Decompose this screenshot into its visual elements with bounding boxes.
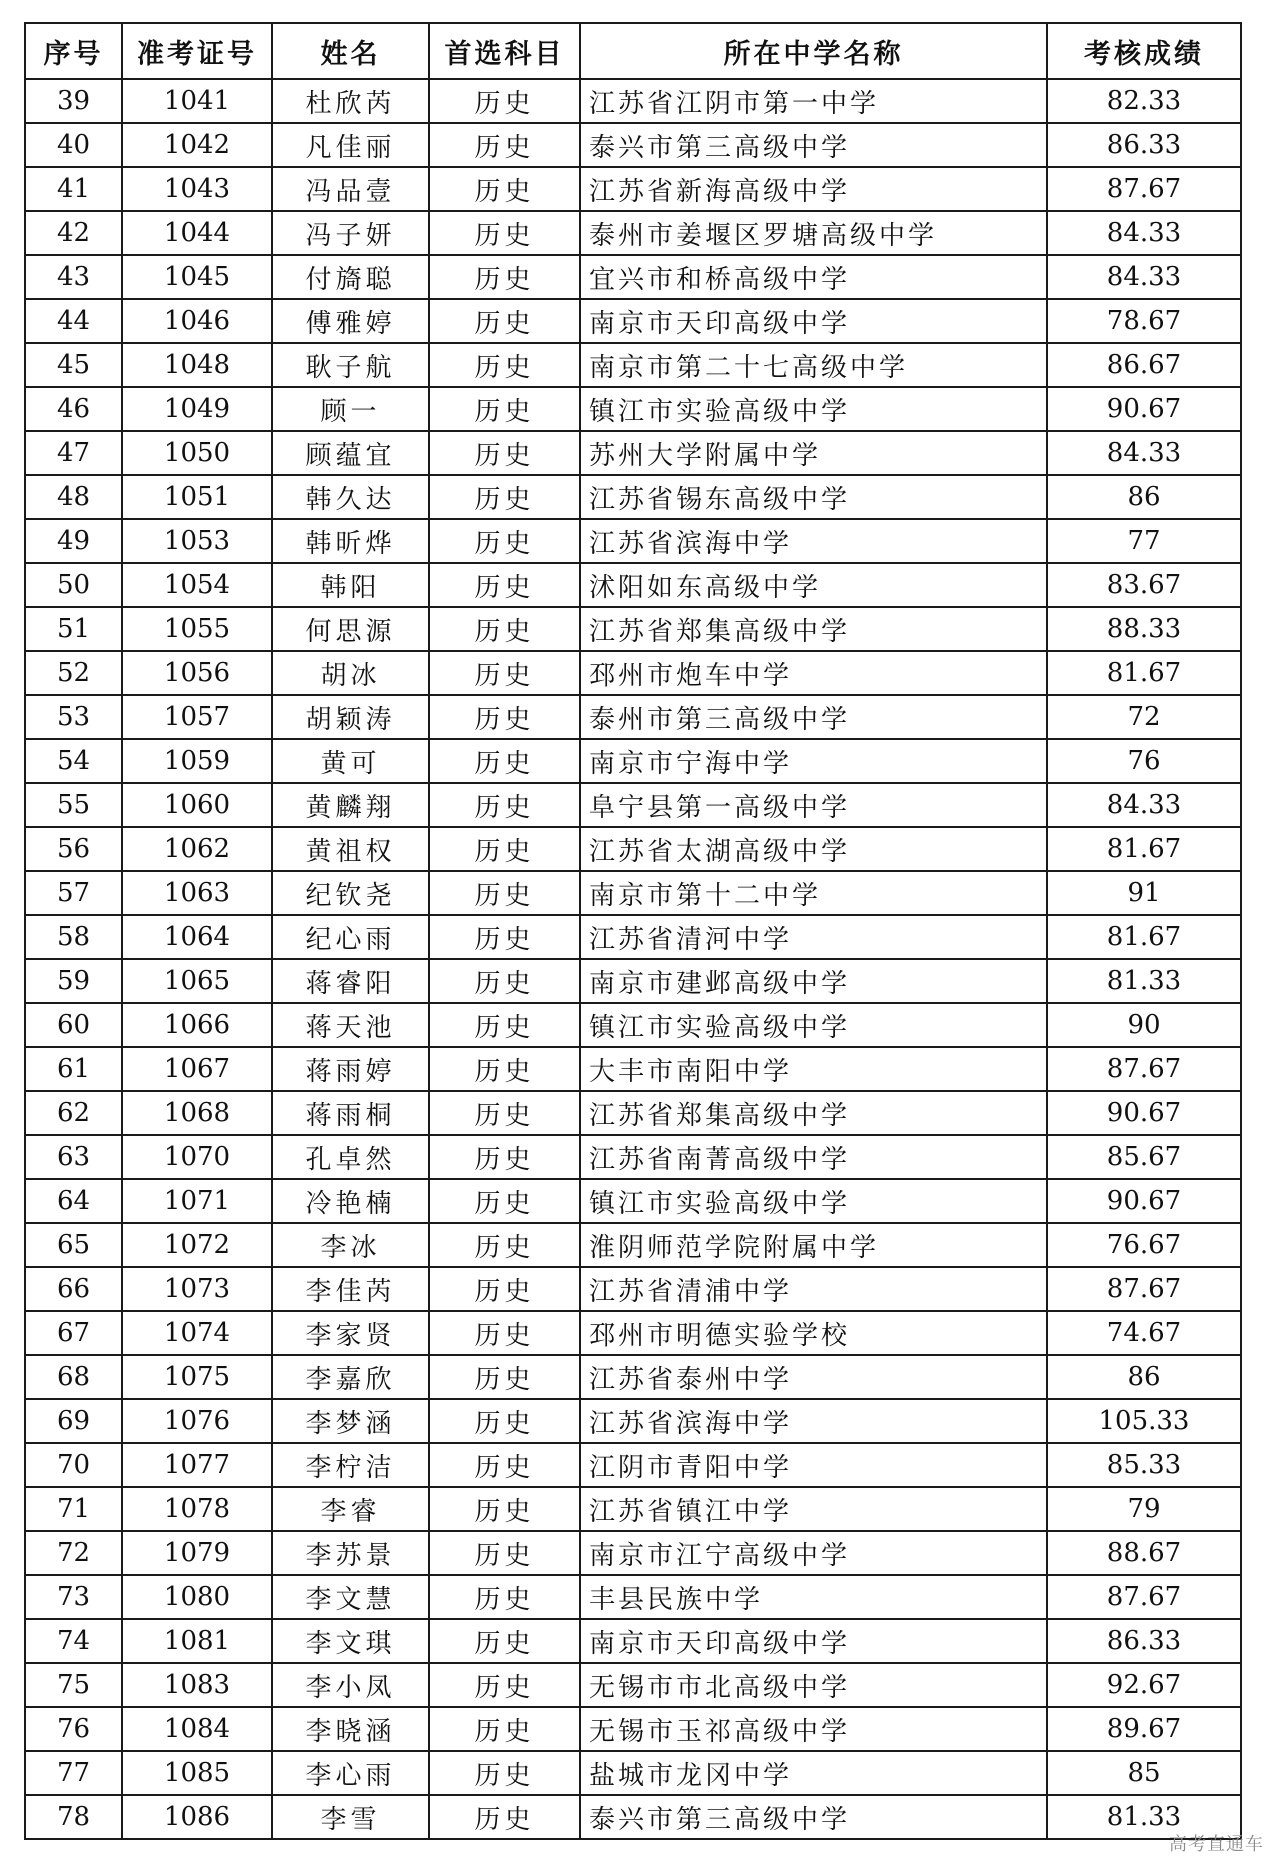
table-row — [25, 167, 1241, 211]
cell-index: 45 — [25, 343, 122, 387]
cell-index: 58 — [25, 915, 122, 959]
cell-school: 江苏省锡东高级中学 — [580, 475, 1047, 519]
cell-subject: 历史 — [429, 563, 580, 607]
table-row — [25, 1575, 1241, 1619]
cell-score: 83.67 — [1047, 563, 1241, 607]
cell-school: 淮阴师范学院附属中学 — [580, 1223, 1047, 1267]
header-subject: 首选科目 — [429, 23, 580, 79]
cell-name: 顾一 — [272, 387, 429, 431]
cell-index: 75 — [25, 1663, 122, 1707]
cell-score: 84.33 — [1047, 431, 1241, 475]
cell-subject: 历史 — [429, 1003, 580, 1047]
cell-score: 74.67 — [1047, 1311, 1241, 1355]
header-name: 姓名 — [272, 23, 429, 79]
cell-score: 81.33 — [1047, 959, 1241, 1003]
cell-school: 苏州大学附属中学 — [580, 431, 1047, 475]
cell-school: 江苏省郑集高级中学 — [580, 1091, 1047, 1135]
cell-school: 大丰市南阳中学 — [580, 1047, 1047, 1091]
cell-school: 南京市天印高级中学 — [580, 1619, 1047, 1663]
cell-exam-id: 1065 — [122, 959, 272, 1003]
cell-exam-id: 1079 — [122, 1531, 272, 1575]
cell-score: 90.67 — [1047, 1091, 1241, 1135]
cell-score: 81.67 — [1047, 915, 1241, 959]
cell-index: 69 — [25, 1399, 122, 1443]
cell-school: 江苏省镇江中学 — [580, 1487, 1047, 1531]
cell-school: 江苏省郑集高级中学 — [580, 607, 1047, 651]
table-row — [25, 1707, 1241, 1751]
cell-score: 81.67 — [1047, 651, 1241, 695]
cell-name: 李冰 — [272, 1223, 429, 1267]
cell-index: 40 — [25, 123, 122, 167]
cell-school: 南京市建邺高级中学 — [580, 959, 1047, 1003]
cell-subject: 历史 — [429, 167, 580, 211]
cell-subject: 历史 — [429, 1267, 580, 1311]
table-row — [25, 1663, 1241, 1707]
cell-subject: 历史 — [429, 387, 580, 431]
cell-exam-id: 1085 — [122, 1751, 272, 1795]
cell-score: 88.33 — [1047, 607, 1241, 651]
cell-subject: 历史 — [429, 1619, 580, 1663]
table-row — [25, 1091, 1241, 1135]
cell-exam-id: 1078 — [122, 1487, 272, 1531]
cell-name: 韩久达 — [272, 475, 429, 519]
cell-name: 韩阳 — [272, 563, 429, 607]
table-row — [25, 1179, 1241, 1223]
cell-score: 84.33 — [1047, 211, 1241, 255]
cell-exam-id: 1055 — [122, 607, 272, 651]
cell-school: 丰县民族中学 — [580, 1575, 1047, 1619]
cell-subject: 历史 — [429, 915, 580, 959]
cell-subject: 历史 — [429, 1091, 580, 1135]
cell-index: 41 — [25, 167, 122, 211]
cell-name: 李晓涵 — [272, 1707, 429, 1751]
cell-exam-id: 1062 — [122, 827, 272, 871]
cell-score: 86.33 — [1047, 1619, 1241, 1663]
cell-exam-id: 1080 — [122, 1575, 272, 1619]
cell-exam-id: 1073 — [122, 1267, 272, 1311]
cell-subject: 历史 — [429, 739, 580, 783]
cell-school: 盐城市龙冈中学 — [580, 1751, 1047, 1795]
cell-score: 81.67 — [1047, 827, 1241, 871]
cell-name: 李佳芮 — [272, 1267, 429, 1311]
cell-index: 39 — [25, 79, 122, 123]
cell-school: 江苏省滨海中学 — [580, 1399, 1047, 1443]
cell-score: 90.67 — [1047, 387, 1241, 431]
cell-school: 泰州市姜堰区罗塘高级中学 — [580, 211, 1047, 255]
watermark: 高考直通车 — [1169, 1834, 1264, 1855]
table-row — [25, 475, 1241, 519]
table-row — [25, 1047, 1241, 1091]
cell-exam-id: 1059 — [122, 739, 272, 783]
cell-school: 南京市天印高级中学 — [580, 299, 1047, 343]
cell-index: 52 — [25, 651, 122, 695]
table-row — [25, 1003, 1241, 1047]
results-table — [24, 22, 1242, 1840]
cell-subject: 历史 — [429, 1707, 580, 1751]
table-row — [25, 123, 1241, 167]
cell-exam-id: 1072 — [122, 1223, 272, 1267]
cell-school: 泰兴市第三高级中学 — [580, 1795, 1047, 1839]
cell-score: 86.67 — [1047, 343, 1241, 387]
header-exam-id: 准考证号 — [122, 23, 272, 79]
cell-subject: 历史 — [429, 1443, 580, 1487]
cell-school: 江苏省滨海中学 — [580, 519, 1047, 563]
cell-school: 江苏省清河中学 — [580, 915, 1047, 959]
cell-index: 57 — [25, 871, 122, 915]
cell-score: 90 — [1047, 1003, 1241, 1047]
cell-subject: 历史 — [429, 255, 580, 299]
cell-subject: 历史 — [429, 607, 580, 651]
cell-name: 李雪 — [272, 1795, 429, 1839]
cell-name: 杜欣芮 — [272, 79, 429, 123]
cell-name: 顾蕴宜 — [272, 431, 429, 475]
cell-index: 78 — [25, 1795, 122, 1839]
cell-score: 85.67 — [1047, 1135, 1241, 1179]
cell-school: 江苏省南菁高级中学 — [580, 1135, 1047, 1179]
header-school: 所在中学名称 — [580, 23, 1047, 79]
cell-score: 72 — [1047, 695, 1241, 739]
cell-name: 李苏景 — [272, 1531, 429, 1575]
cell-exam-id: 1056 — [122, 651, 272, 695]
cell-exam-id: 1083 — [122, 1663, 272, 1707]
cell-index: 67 — [25, 1311, 122, 1355]
cell-name: 何思源 — [272, 607, 429, 651]
cell-subject: 历史 — [429, 1487, 580, 1531]
table-row — [25, 1751, 1241, 1795]
cell-school: 宜兴市和桥高级中学 — [580, 255, 1047, 299]
cell-score: 87.67 — [1047, 1575, 1241, 1619]
cell-subject: 历史 — [429, 827, 580, 871]
table-row — [25, 79, 1241, 123]
cell-score: 81.33 — [1047, 1795, 1241, 1839]
cell-school: 邳州市炮车中学 — [580, 651, 1047, 695]
cell-index: 74 — [25, 1619, 122, 1663]
table-row — [25, 1355, 1241, 1399]
cell-name: 胡冰 — [272, 651, 429, 695]
table-row — [25, 739, 1241, 783]
cell-subject: 历史 — [429, 519, 580, 563]
cell-name: 李文琪 — [272, 1619, 429, 1663]
table-row — [25, 299, 1241, 343]
cell-name: 黄麟翔 — [272, 783, 429, 827]
cell-exam-id: 1077 — [122, 1443, 272, 1487]
cell-exam-id: 1060 — [122, 783, 272, 827]
cell-exam-id: 1048 — [122, 343, 272, 387]
cell-name: 蒋天池 — [272, 1003, 429, 1047]
cell-index: 42 — [25, 211, 122, 255]
cell-school: 镇江市实验高级中学 — [580, 387, 1047, 431]
table-row — [25, 1487, 1241, 1531]
cell-school: 江苏省新海高级中学 — [580, 167, 1047, 211]
table-row — [25, 1399, 1241, 1443]
cell-exam-id: 1081 — [122, 1619, 272, 1663]
cell-score: 85 — [1047, 1751, 1241, 1795]
cell-index: 43 — [25, 255, 122, 299]
cell-name: 黄可 — [272, 739, 429, 783]
cell-score: 90.67 — [1047, 1179, 1241, 1223]
table-row — [25, 387, 1241, 431]
cell-school: 泰兴市第三高级中学 — [580, 123, 1047, 167]
cell-subject: 历史 — [429, 475, 580, 519]
table-row — [25, 871, 1241, 915]
cell-subject: 历史 — [429, 343, 580, 387]
cell-exam-id: 1084 — [122, 1707, 272, 1751]
cell-subject: 历史 — [429, 871, 580, 915]
cell-school: 江阴市青阳中学 — [580, 1443, 1047, 1487]
cell-exam-id: 1068 — [122, 1091, 272, 1135]
table-row — [25, 959, 1241, 1003]
cell-school: 南京市江宁高级中学 — [580, 1531, 1047, 1575]
cell-subject: 历史 — [429, 1355, 580, 1399]
cell-exam-id: 1045 — [122, 255, 272, 299]
cell-school: 无锡市市北高级中学 — [580, 1663, 1047, 1707]
cell-subject: 历史 — [429, 695, 580, 739]
cell-name: 蒋睿阳 — [272, 959, 429, 1003]
table-row — [25, 343, 1241, 387]
cell-subject: 历史 — [429, 1751, 580, 1795]
table-row — [25, 1267, 1241, 1311]
cell-name: 蒋雨桐 — [272, 1091, 429, 1135]
cell-name: 李小凤 — [272, 1663, 429, 1707]
cell-school: 江苏省江阴市第一中学 — [580, 79, 1047, 123]
cell-score: 89.67 — [1047, 1707, 1241, 1751]
cell-score: 86 — [1047, 1355, 1241, 1399]
cell-exam-id: 1071 — [122, 1179, 272, 1223]
cell-exam-id: 1051 — [122, 475, 272, 519]
cell-subject: 历史 — [429, 1575, 580, 1619]
cell-exam-id: 1063 — [122, 871, 272, 915]
cell-index: 59 — [25, 959, 122, 1003]
cell-exam-id: 1057 — [122, 695, 272, 739]
cell-index: 46 — [25, 387, 122, 431]
cell-index: 51 — [25, 607, 122, 651]
cell-index: 49 — [25, 519, 122, 563]
cell-index: 70 — [25, 1443, 122, 1487]
cell-exam-id: 1041 — [122, 79, 272, 123]
cell-school: 邳州市明德实验学校 — [580, 1311, 1047, 1355]
table-row — [25, 1135, 1241, 1179]
cell-name: 冷艳楠 — [272, 1179, 429, 1223]
cell-subject: 历史 — [429, 959, 580, 1003]
table-row — [25, 1619, 1241, 1663]
cell-name: 李文慧 — [272, 1575, 429, 1619]
cell-score: 84.33 — [1047, 783, 1241, 827]
cell-index: 53 — [25, 695, 122, 739]
cell-score: 76.67 — [1047, 1223, 1241, 1267]
cell-name: 孔卓然 — [272, 1135, 429, 1179]
header-index: 序号 — [25, 23, 122, 79]
table-row — [25, 211, 1241, 255]
cell-score: 78.67 — [1047, 299, 1241, 343]
cell-exam-id: 1043 — [122, 167, 272, 211]
cell-exam-id: 1066 — [122, 1003, 272, 1047]
cell-name: 纪钦尧 — [272, 871, 429, 915]
cell-exam-id: 1086 — [122, 1795, 272, 1839]
cell-exam-id: 1075 — [122, 1355, 272, 1399]
results-table-container — [24, 22, 1240, 1840]
cell-subject: 历史 — [429, 431, 580, 475]
cell-school: 镇江市实验高级中学 — [580, 1179, 1047, 1223]
cell-subject: 历史 — [429, 123, 580, 167]
cell-exam-id: 1074 — [122, 1311, 272, 1355]
cell-score: 87.67 — [1047, 1267, 1241, 1311]
table-row — [25, 563, 1241, 607]
cell-index: 63 — [25, 1135, 122, 1179]
cell-school: 南京市第十二中学 — [580, 871, 1047, 915]
cell-index: 44 — [25, 299, 122, 343]
cell-name: 蒋雨婷 — [272, 1047, 429, 1091]
cell-subject: 历史 — [429, 211, 580, 255]
cell-score: 82.33 — [1047, 79, 1241, 123]
cell-name: 韩昕烨 — [272, 519, 429, 563]
cell-index: 72 — [25, 1531, 122, 1575]
cell-index: 54 — [25, 739, 122, 783]
table-row — [25, 1223, 1241, 1267]
cell-score: 85.33 — [1047, 1443, 1241, 1487]
cell-school: 江苏省清浦中学 — [580, 1267, 1047, 1311]
cell-score: 76 — [1047, 739, 1241, 783]
table-row — [25, 519, 1241, 563]
cell-subject: 历史 — [429, 1047, 580, 1091]
cell-index: 76 — [25, 1707, 122, 1751]
table-body — [25, 79, 1241, 1839]
cell-subject: 历史 — [429, 1311, 580, 1355]
cell-score: 86.33 — [1047, 123, 1241, 167]
cell-index: 47 — [25, 431, 122, 475]
cell-name: 李家贤 — [272, 1311, 429, 1355]
cell-subject: 历史 — [429, 1663, 580, 1707]
table-row — [25, 1795, 1241, 1839]
cell-name: 李梦涵 — [272, 1399, 429, 1443]
cell-score: 92.67 — [1047, 1663, 1241, 1707]
cell-name: 李心雨 — [272, 1751, 429, 1795]
cell-index: 61 — [25, 1047, 122, 1091]
cell-exam-id: 1053 — [122, 519, 272, 563]
table-row — [25, 431, 1241, 475]
table-header-row — [25, 23, 1241, 79]
cell-score: 91 — [1047, 871, 1241, 915]
cell-index: 55 — [25, 783, 122, 827]
cell-subject: 历史 — [429, 79, 580, 123]
cell-score: 105.33 — [1047, 1399, 1241, 1443]
cell-score: 84.33 — [1047, 255, 1241, 299]
cell-exam-id: 1042 — [122, 123, 272, 167]
cell-name: 李睿 — [272, 1487, 429, 1531]
cell-name: 冯品壹 — [272, 167, 429, 211]
cell-index: 50 — [25, 563, 122, 607]
cell-name: 凡佳丽 — [272, 123, 429, 167]
cell-exam-id: 1076 — [122, 1399, 272, 1443]
table-row — [25, 607, 1241, 651]
cell-school: 镇江市实验高级中学 — [580, 1003, 1047, 1047]
cell-school: 泰州市第三高级中学 — [580, 695, 1047, 739]
cell-name: 胡颖涛 — [272, 695, 429, 739]
cell-subject: 历史 — [429, 1223, 580, 1267]
cell-subject: 历史 — [429, 1179, 580, 1223]
cell-index: 77 — [25, 1751, 122, 1795]
cell-subject: 历史 — [429, 1531, 580, 1575]
cell-exam-id: 1050 — [122, 431, 272, 475]
cell-subject: 历史 — [429, 1795, 580, 1839]
table-row — [25, 651, 1241, 695]
cell-index: 60 — [25, 1003, 122, 1047]
cell-school: 江苏省泰州中学 — [580, 1355, 1047, 1399]
cell-school: 南京市第二十七高级中学 — [580, 343, 1047, 387]
cell-score: 87.67 — [1047, 167, 1241, 211]
cell-index: 66 — [25, 1267, 122, 1311]
cell-name: 冯子妍 — [272, 211, 429, 255]
cell-school: 无锡市玉祁高级中学 — [580, 1707, 1047, 1751]
cell-index: 71 — [25, 1487, 122, 1531]
cell-school: 阜宁县第一高级中学 — [580, 783, 1047, 827]
table-row — [25, 1311, 1241, 1355]
cell-exam-id: 1049 — [122, 387, 272, 431]
cell-index: 64 — [25, 1179, 122, 1223]
cell-index: 65 — [25, 1223, 122, 1267]
table-row — [25, 783, 1241, 827]
header-score: 考核成绩 — [1047, 23, 1241, 79]
cell-subject: 历史 — [429, 783, 580, 827]
cell-school: 江苏省太湖高级中学 — [580, 827, 1047, 871]
cell-exam-id: 1067 — [122, 1047, 272, 1091]
cell-name: 付旖聪 — [272, 255, 429, 299]
cell-score: 88.67 — [1047, 1531, 1241, 1575]
cell-name: 耿子航 — [272, 343, 429, 387]
cell-score: 87.67 — [1047, 1047, 1241, 1091]
cell-exam-id: 1064 — [122, 915, 272, 959]
cell-school: 南京市宁海中学 — [580, 739, 1047, 783]
cell-index: 73 — [25, 1575, 122, 1619]
cell-score: 79 — [1047, 1487, 1241, 1531]
table-row — [25, 695, 1241, 739]
cell-school: 沭阳如东高级中学 — [580, 563, 1047, 607]
cell-exam-id: 1054 — [122, 563, 272, 607]
table-row — [25, 1443, 1241, 1487]
cell-index: 62 — [25, 1091, 122, 1135]
cell-score: 86 — [1047, 475, 1241, 519]
cell-exam-id: 1046 — [122, 299, 272, 343]
table-row — [25, 827, 1241, 871]
cell-subject: 历史 — [429, 1135, 580, 1179]
cell-subject: 历史 — [429, 299, 580, 343]
table-row — [25, 255, 1241, 299]
cell-name: 李嘉欣 — [272, 1355, 429, 1399]
table-row — [25, 915, 1241, 959]
table-row — [25, 1531, 1241, 1575]
cell-exam-id: 1044 — [122, 211, 272, 255]
cell-name: 傅雅婷 — [272, 299, 429, 343]
cell-exam-id: 1070 — [122, 1135, 272, 1179]
cell-subject: 历史 — [429, 1399, 580, 1443]
cell-name: 李柠洁 — [272, 1443, 429, 1487]
cell-name: 纪心雨 — [272, 915, 429, 959]
cell-index: 68 — [25, 1355, 122, 1399]
cell-subject: 历史 — [429, 651, 580, 695]
cell-name: 黄祖权 — [272, 827, 429, 871]
cell-index: 56 — [25, 827, 122, 871]
cell-score: 77 — [1047, 519, 1241, 563]
cell-index: 48 — [25, 475, 122, 519]
